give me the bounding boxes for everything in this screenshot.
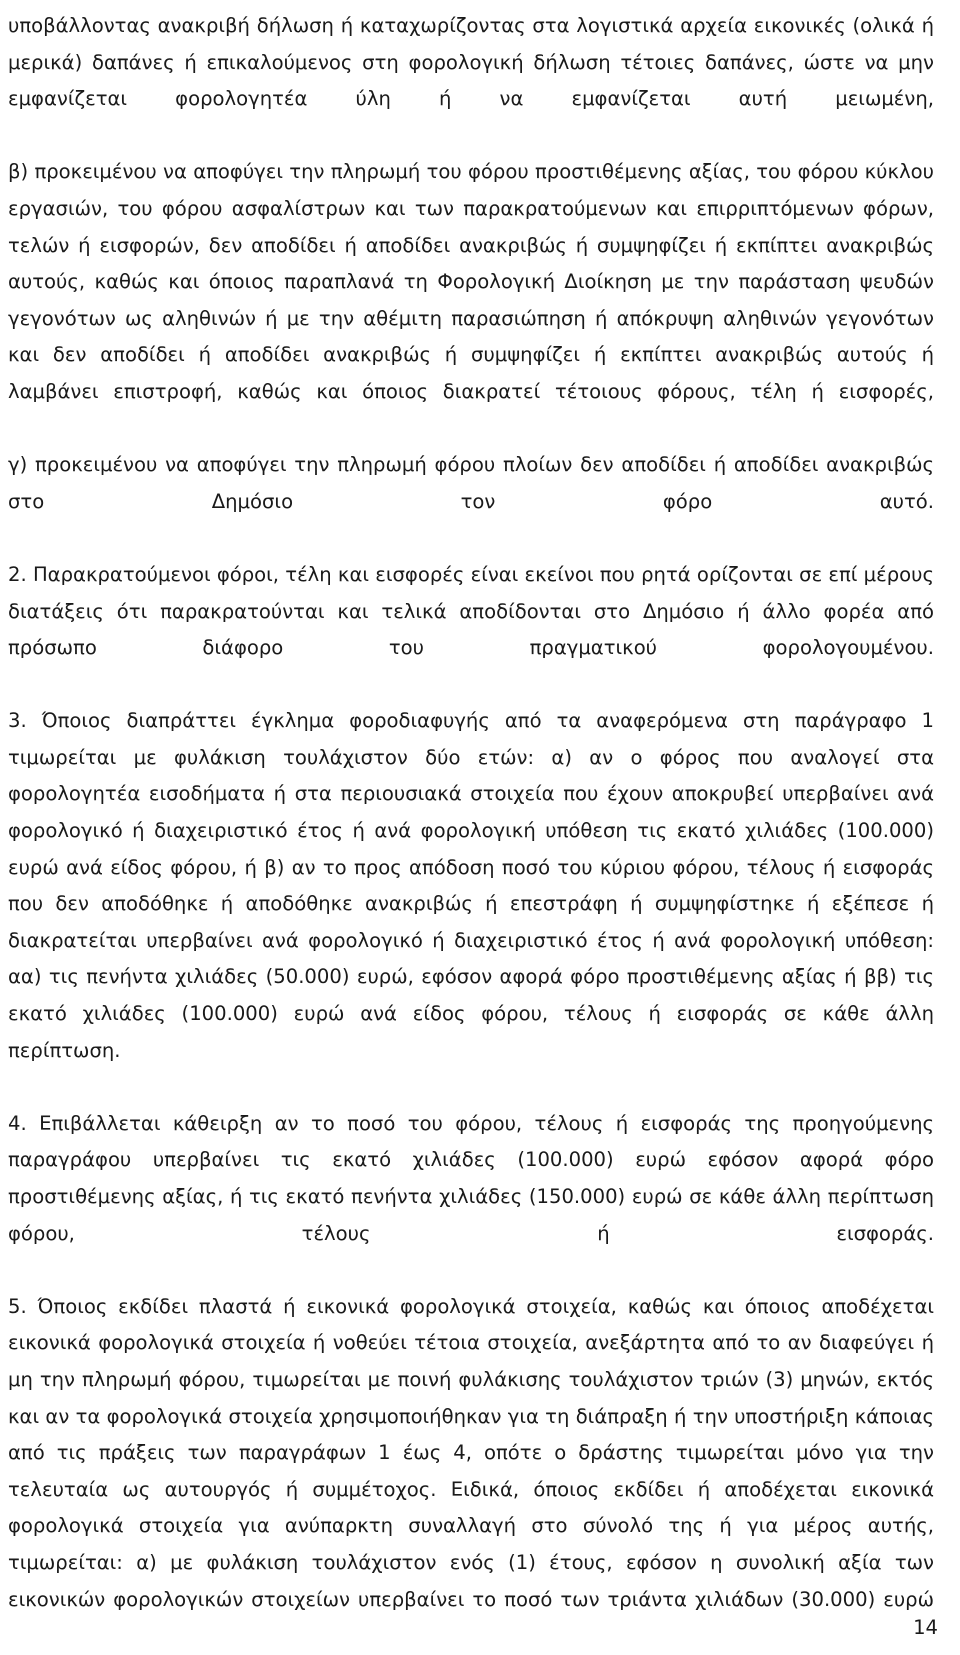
page-number: 14 — [913, 1616, 938, 1639]
paragraph-4: 4. Επιβάλλεται κάθειρξη αν το ποσό του φόρου, τέλους ή εισφοράς της προηγούμενης παραγράφου υπερβαίνει τις εκατό χιλιάδες (100.000) ευρώ εφόσον αφορά φόρο προστιθέμενης αξίας, ή τις εκατό πενήντα χιλιάδες (150.000) ευρώ σε κάθε άλλη περίπτωση φόρου, τέλους ή εισφοράς. — [8, 1111, 934, 1245]
paragraph-c: γ) προκειμένου να αποφύγει την πληρωμή φόρου πλοίων δεν αποδίδει ή αποδίδει ανακριβώς στο Δημόσιο τον φόρο αυτό. — [8, 453, 934, 513]
paragraph-2: 2. Παρακρατούμενοι φόροι, τέλη και εισφορές είναι εκείνοι που ρητά ορίζονται σε επί μέρους διατάξεις ότι παρακρατούνται και τελικά αποδίδονται στο Δημόσιο ή άλλο φορέα από πρόσωπο διάφορο του πραγματικού φορολογουμένου. — [8, 562, 934, 660]
paragraph-3: 3. Όποιος διαπράττει έγκλημα φοροδιαφυγής από τα αναφερόμενα στη παράγραφο 1 τιμωρείται με φυλάκιση τουλάχιστον δύο ετών: α) αν ο φόρος που αναλογεί στα φορολογητέα εισοδήματα ή στα περιουσιακά στοιχεία που έχουν αποκρυβεί υπερβαίνει ανά φορολογικό ή διαχειριστικό έτος ή ανά φορολογική υπόθεση τις εκατό χιλιάδες (100.000) ευρώ ανά είδος φόρου, ή β) αν το προς απόδοση ποσό του κύριου φόρου, τέλους ή εισφοράς που δεν αποδόθηκε ή αποδόθηκε ανακριβώς ή επεστράφη ή συμψηφίστηκε ή εξέπεσε ή διακρατείται υπερβαίνει ανά φορολογικό ή διαχειριστικό έτος ή ανά φορολογική υπόθεση: αα) τις πενήντα χιλιάδες (50.000) ευρώ, εφόσον αφορά φόρο προστιθέμενης αξίας ή ββ) τις εκατό χιλιάδες (100.000) ευρώ ανά είδος φόρου, τέλους ή εισφοράς σε κάθε άλλη περίπτωση. — [8, 709, 934, 1062]
paragraph-a-continuation: υποβάλλοντας ανακριβή δήλωση ή καταχωρίζοντας στα λογιστικά αρχεία εικονικές (ολικά ή μερικά) δαπάνες ή επικαλούμενος στη φορολογική δήλωση τέτοιες δαπάνες, ώστε να μην εμφανίζεται φορολογητέα ύλη ή να εμφανίζεται αυτή μειωμένη, — [8, 14, 934, 111]
paragraph-b: β) προκειμένου να αποφύγει την πληρωμή του φόρου προστιθέμενης αξίας, του φόρου κύκλου εργασιών, του φόρου ασφαλίστρων και των παρακρατούμενων και επιρριπτόμενων φόρων, τελών ή εισφορών, δεν αποδίδει ή αποδίδει ανακριβώς ή συμψηφίζει ή εκπίπτει ανακριβώς αυτούς, καθώς και όποιος παραπλανά τη Φορολογική Διοίκηση με την παράσταση ψευδών γεγονότων ως αληθινών ή με την αθέμιτη παρασιώπηση ή απόκρυψη αληθινών γεγονότων και δεν αποδίδει ή αποδίδει ανακριβώς ή συμψηφίζει ή εκπίπτει ανακριβώς αυτούς ή λαμβάνει επιστροφή, καθώς και όποιος διακρατεί τέτοιους φόρους, τέλη ή εισφορές, — [8, 160, 934, 403]
paragraph-5: 5. Όποιος εκδίδει πλαστά ή εικονικά φορολογικά στοιχεία, καθώς και όποιος αποδέχεται εικονικά φορολογικά στοιχεία ή νοθεύει τέτοια στοιχεία, ανεξάρτητα από το αν διαφεύγει ή μη την πληρωμή φόρου, τιμωρείται με ποινή φυλάκισης τουλάχιστον τριών (3) μηνών, εκτός και αν τα φορολογικά στοιχεία χρησιμοποιήθηκαν για τη διάπραξη ή την υποστήριξη κάποιας από τις πράξεις των παραγράφων 1 έως 4, οπότε ο δράστης τιμωρείται μόνο για την τελευταία ως αυτουργός ή συμμέτοχος. Ειδικά, όποιος εκδίδει ή αποδέχεται εικονικά φορολογικά στοιχεία για ανύπαρκτη συναλλαγή στο σύνολό της ή για μέρος αυτής, τιμωρείται: α) με φυλάκιση τουλάχιστον ενός (1) έτους, εφόσον η συνολική αξία των εικονικών φορολογικών στοιχείων υπερβαίνει το ποσό των τριάντα χιλιάδων (30.000) ευρώ — [8, 1294, 934, 1611]
